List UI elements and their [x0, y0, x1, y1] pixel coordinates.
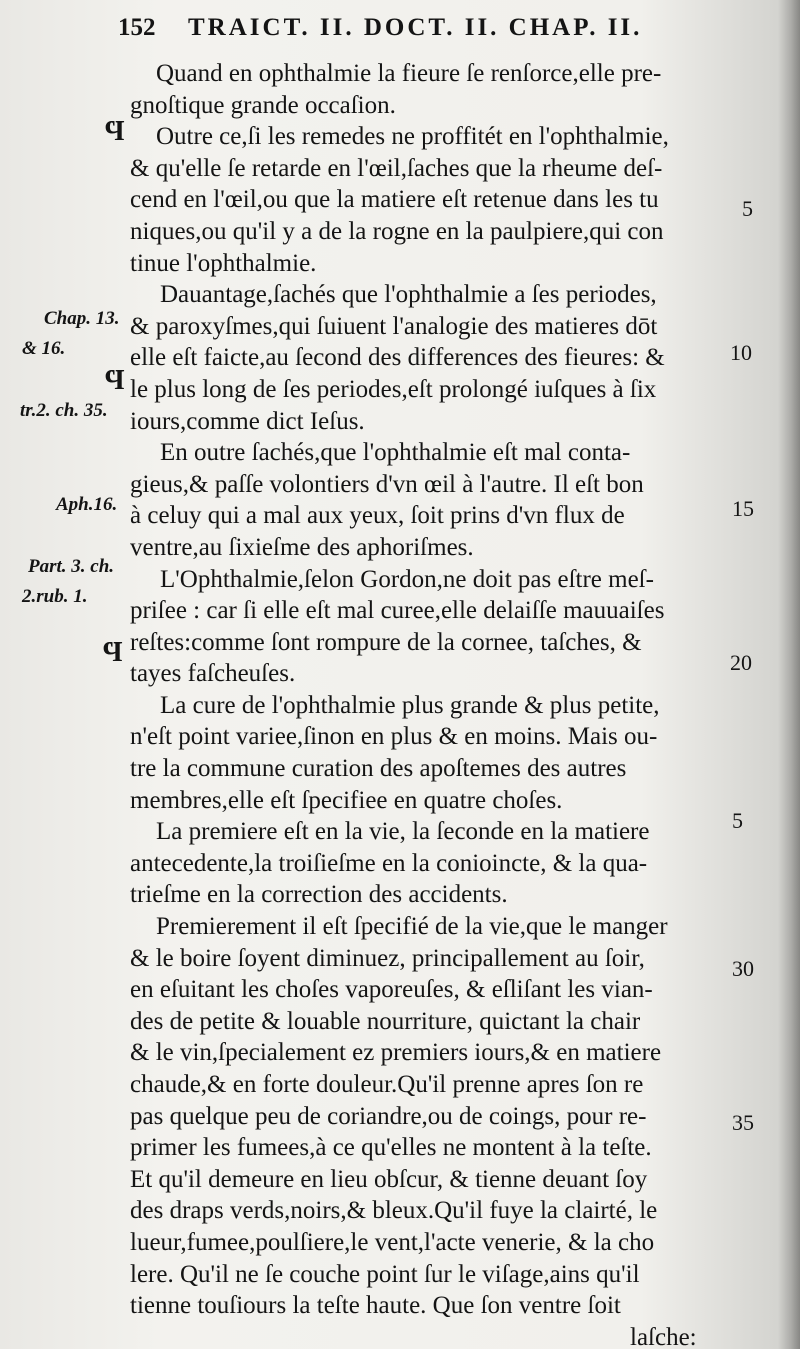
margin-note-aph16: Aph.16.	[56, 494, 118, 515]
text-line: tienne touſiours la teſte haute. Que ſon ventre ſoit	[130, 1292, 621, 1320]
text-line: L'Ophthalmie,ſelon Gordon,ne doit pas eſtre meſ-	[160, 565, 654, 593]
text-line: membres,elle eſt ſpecifiee en quatre choſes.	[130, 786, 563, 814]
text-line: La cure de l'ophthalmie plus grande & plus petite,	[160, 691, 660, 719]
text-line: cend en l'œil,ou que la matiere eſt retenue dans les tu	[130, 186, 659, 214]
running-header	[118, 14, 678, 50]
text-line: Premierement il eſt ſpecifié de la vie,que le manger	[156, 913, 668, 941]
margin-note-part3: Part. 3. ch.	[28, 556, 115, 577]
page-number: 152	[118, 14, 156, 41]
text-line: chaude,& en forte douleur.Qu'il prenne apres ſon re	[130, 1071, 644, 1098]
text-line: niques,ou qu'il y a de la rogne en la paulpiere,qui con	[130, 217, 664, 245]
text-line: reſtes:comme ſont rompure de la cornee, taſches, &	[130, 628, 642, 656]
text-line: le plus long de ſes periodes,eſt prolongé iuſques à ſix	[130, 375, 657, 403]
text-line: iours,comme dict Ieſus.	[130, 407, 365, 435]
line-number: 30	[732, 956, 754, 981]
text-line: Quand en ophthalmie la fieure ſe renſorce,elle pre-	[156, 60, 662, 87]
text-line: gnoſtique grande occaſion.	[130, 91, 396, 119]
page-spine-shadow	[778, 0, 800, 1349]
text-line: & le vin,ſpecialement ez premiers iours,& en matiere	[130, 1039, 662, 1067]
text-line: lueur,fumee,poulſiere,le vent,l'acte venerie, & la cho	[130, 1228, 655, 1256]
text-line: des draps verds,noirs,& bleux.Qu'il fuye la clairté, le	[130, 1197, 658, 1225]
text-line: ventre,au ſixieſme des aphoriſmes.	[130, 533, 474, 561]
margin-note-tr2ch: tr.2. ch. 35.	[20, 400, 108, 421]
text-line: Outre ce,ſi les remedes ne proffitét en l'ophthalmie,	[156, 123, 669, 151]
body-text	[130, 58, 730, 1349]
text-line: pas quelque peu de coriandre,ou de coings, pour re-	[130, 1102, 647, 1130]
text-line: La premiere eſt en la vie, la ſeconde en la matiere	[156, 818, 650, 846]
text-line: tayes faſcheuſes.	[130, 660, 296, 688]
handwritten-mark-icon: Ϥ	[102, 635, 123, 668]
text-line: En outre ſachés,que l'ophthalmie eſt mal conta-	[160, 439, 631, 467]
margin-note-and16: & 16.	[22, 338, 66, 359]
text-line: lere. Qu'il ne ſe couche point ſur le viſage,ains qu'il	[130, 1260, 640, 1288]
text-line: antecedente,la troiſieſme en la conioincte, & la qua-	[130, 849, 648, 877]
text-line: trieſme en la correction des accidents.	[130, 881, 508, 909]
text-line: tinue l'ophthalmie.	[130, 249, 317, 277]
catchword-line: laſche:	[630, 1323, 697, 1349]
text-line: à celuy qui a mal aux yeux, ſoit prins d'vn flux de	[130, 502, 625, 530]
line-number: 35	[732, 1110, 754, 1135]
text-line: n'eſt point variee,ſinon en plus & en moins. Mais ou-	[130, 723, 658, 751]
text-line: & qu'elle ſe retarde en l'œil,ſaches que la rheume deſ-	[130, 154, 663, 182]
text-line: & le boire ſoyent diminuez, principallement au ſoir,	[130, 944, 645, 972]
line-number: 5	[742, 196, 753, 221]
line-number: 15	[732, 496, 754, 521]
text-line: en eſuitant les choſes vaporeuſes, & eſliſant les vian-	[130, 976, 653, 1004]
text-line: elle eſt faicte,au ſecond des differences des fieures: &	[130, 344, 665, 372]
line-number: 5	[732, 808, 743, 833]
text-line: des de petite & louable nourriture, quictant la chair	[130, 1007, 641, 1035]
line-number: 20	[730, 650, 752, 675]
text-line: tre la commune curation des apoſtemes des autres	[130, 755, 627, 783]
margin-note-chap13: Chap. 13.	[44, 308, 120, 329]
text-line: Dauantage,ſachés que l'ophthalmie a ſes periodes,	[160, 281, 657, 309]
text-line: priſee : car ſi elle eſt mal curee,elle delaiſſe mauuaiſes	[130, 597, 665, 625]
handwritten-mark-icon: Ϥ	[104, 363, 125, 396]
running-title: TRAICT. II. DOCT. II. CHAP. II.	[188, 14, 643, 41]
margin-note-rub1: 2.rub. 1.	[22, 586, 88, 607]
line-number: 10	[730, 340, 752, 365]
text-line: primer les fumees,à ce qu'elles ne montent à la teſte.	[130, 1134, 652, 1162]
text-line: Et qu'il demeure en lieu obſcur, & tienne deuant ſoy	[130, 1165, 648, 1193]
text-line: & paroxyſmes,qui ſuiuent l'analogie des matieres dōt	[130, 312, 658, 340]
text-line: gieus,& paſſe volontiers d'vn œil à l'autre. Il eſt bon	[130, 470, 644, 498]
handwritten-mark-icon: Ϥ	[104, 114, 125, 147]
